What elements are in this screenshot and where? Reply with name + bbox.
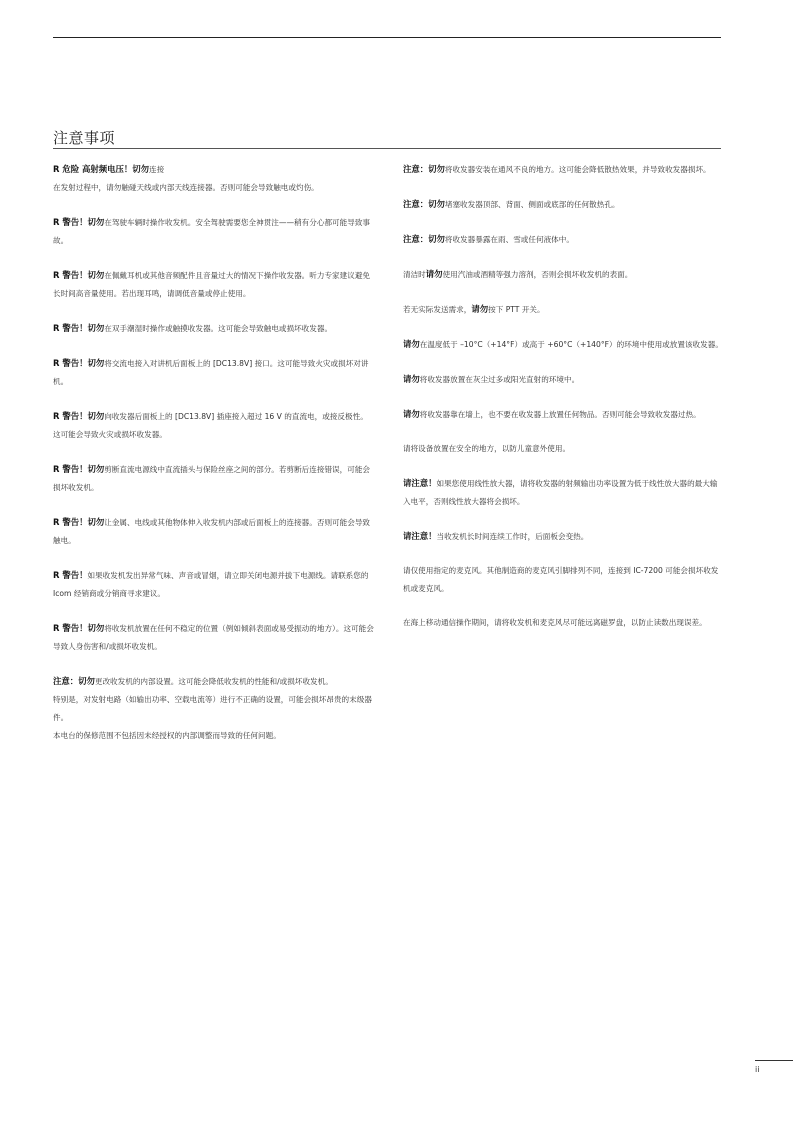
warning-text: 在佩戴耳机或其他音频配件且音量过大的情况下操作收发器。听力专家建议避免长时间高音量使用。若出现耳鸣，请调低音量或停止使用。 [53, 271, 371, 298]
warning-text: 将收发机放置在任何不稳定的位置（例如倾斜表面或易受振动的地方）。这可能会导致人身伤害和/或损坏收发机。 [53, 624, 374, 651]
warning-text: 向收发器后面板上的 [DC13.8V] 插座接入超过 16 V 的直流电，或接反极性。这可能会导致火灾或损坏收发器。 [53, 412, 368, 439]
caution-paragraph [403, 440, 723, 458]
caution-heading: 请勿 [425, 269, 443, 279]
warning-paragraph [53, 460, 375, 497]
caution-text: 本电台的保修范围不包括因未经授权的内部调整而导致的任何问题。 [53, 731, 281, 740]
warning-paragraph [53, 266, 375, 303]
caution-paragraph [403, 265, 723, 284]
caution-heading: 请勿 [403, 409, 420, 419]
warning-heading: R 警告！切勿 [53, 411, 105, 421]
warning-paragraph [53, 513, 375, 550]
warning-paragraph [53, 213, 375, 250]
caution-paragraph [403, 230, 723, 249]
caution-text: 请将设备放置在安全的地方，以防儿童意外使用。 [403, 444, 571, 453]
warning-paragraph [53, 407, 375, 444]
warning-text: 在驾驶车辆时操作收发机。安全驾驶需要您全神贯注——稍有分心都可能导致事故。 [53, 218, 371, 245]
caution-text: 若无实际发送需求， [403, 305, 472, 314]
warning-heading: R 警告！切勿 [53, 623, 105, 633]
warning-text: 让金属、电线或其他物体伸入收发机内部或后面板上的连接器。否则可能会导致触电。 [53, 518, 371, 545]
caution-text: 将收发器安装在通风不良的地方。这可能会降低散热效果，并导致收发器损坏。 [444, 165, 711, 174]
warning-heading: R 警告！切勿 [53, 517, 105, 527]
caution-paragraph [403, 335, 723, 354]
caution-paragraph [53, 672, 375, 745]
caution-heading: 请注意！ [403, 531, 437, 541]
caution-paragraph [403, 614, 723, 632]
caution-text: 堵塞收发器顶部、背面、侧面或底部的任何散热孔。 [444, 200, 620, 209]
warning-text: 如果收发机发出异常气味、声音或冒烟，请立即关闭电源并拔下电源线。请联系您的 Icom 经销商或分销商寻求建议。 [53, 571, 369, 598]
top-rule [53, 37, 721, 38]
warning-heading: R 危险 高射频电压！切勿 [53, 164, 150, 174]
caution-paragraph [403, 527, 723, 546]
warning-text: 在双手潮湿时操作或触摸收发器。这可能会导致触电或损坏收发器。 [104, 324, 333, 333]
warning-heading: R 警告！ [53, 570, 88, 580]
caution-text: 在海上移动通信操作期间，请将收发机和麦克风尽可能远离磁罗盘，以防止读数出现误差。 [403, 618, 707, 627]
caution-text: 将收发器放置在灰尘过多或阳光直射的环境中。 [419, 375, 580, 384]
warning-text: 连接 [149, 165, 165, 174]
caution-heading: 注意：切勿 [403, 234, 445, 244]
warning-heading: R 警告！切勿 [53, 358, 105, 368]
caution-text: 按下 PTT 开关。 [488, 305, 545, 314]
caution-heading: 注意：切勿 [53, 676, 95, 686]
warning-paragraph [53, 566, 375, 603]
caution-text: 当收发机长时间连续工作时，后面板会变热。 [436, 532, 589, 541]
warning-heading: R 警告！切勿 [53, 270, 105, 280]
caution-heading: 注意：切勿 [403, 199, 445, 209]
caution-paragraph [403, 195, 723, 214]
caution-paragraph [403, 160, 723, 179]
caution-heading: 请勿 [471, 304, 489, 314]
page-number-rule [755, 1060, 793, 1061]
caution-heading: 请注意！ [403, 478, 437, 488]
warning-paragraph [53, 619, 375, 656]
section-title: 注意事项 [53, 129, 116, 147]
caution-text: 将收发器暴露在雨、雪或任何液体中。 [444, 235, 574, 244]
warning-text: 剪断直流电源线中直流插头与保险丝座之间的部分。若剪断后连接错误，可能会损坏收发机。 [53, 465, 371, 492]
caution-paragraph [403, 300, 723, 319]
caution-text: 将收发器靠在墙上，也不要在收发器上放置任何物品。否则可能会导致收发器过热。 [419, 410, 701, 419]
caution-heading: 请勿 [403, 339, 420, 349]
caution-text: 更改收发机的内部设置。这可能会降低收发机的性能和/或损坏收发机。 [94, 677, 333, 686]
warning-heading: R 警告！切勿 [53, 217, 105, 227]
caution-text: 特别是，对发射电路（如输出功率、空载电流等）进行不正确的设置，可能会损坏昂贵的末级器件。 [53, 695, 372, 722]
title-rule [53, 148, 721, 149]
caution-text: 使用汽油或酒精等强力溶剂，否则会损坏收发机的表面。 [442, 270, 633, 279]
warning-heading: R 警告！切勿 [53, 323, 105, 333]
caution-paragraph [403, 405, 723, 424]
warning-heading: R 警告！切勿 [53, 464, 105, 474]
caution-paragraph [403, 562, 723, 598]
warning-text: 在发射过程中，请勿触碰天线或内部天线连接器。否则可能会导致触电或灼伤。 [53, 183, 319, 192]
caution-paragraph [403, 474, 723, 511]
caution-text: 如果您使用线性放大器，请将收发器的射频输出功率设置为低于线性放大器的最大输入电平，否则线性放大器将会损坏。 [403, 479, 718, 506]
caution-heading: 请勿 [403, 374, 420, 384]
right-column [403, 160, 723, 648]
left-column [53, 160, 375, 745]
caution-text: 请仅使用指定的麦克风。其他制造商的麦克风引脚排列不同，连接到 IC-7200 可能会损坏收发机或麦克风。 [403, 566, 719, 593]
caution-text: 清洁时 [403, 270, 426, 279]
warning-paragraph [53, 319, 375, 338]
page-number: ii [755, 1065, 760, 1074]
caution-heading: 注意：切勿 [403, 164, 445, 174]
warning-text: 将交流电接入对讲机后面板上的 [DC13.8V] 接口。这可能导致火灾或损坏对讲机。 [53, 359, 369, 386]
warning-paragraph [53, 160, 375, 197]
caution-paragraph [403, 370, 723, 389]
warning-paragraph [53, 354, 375, 391]
caution-text: 在温度低于 –10°C（+14°F）或高于 +60°C（+140°F）的环境中使用或放置该收发器。 [419, 340, 723, 349]
